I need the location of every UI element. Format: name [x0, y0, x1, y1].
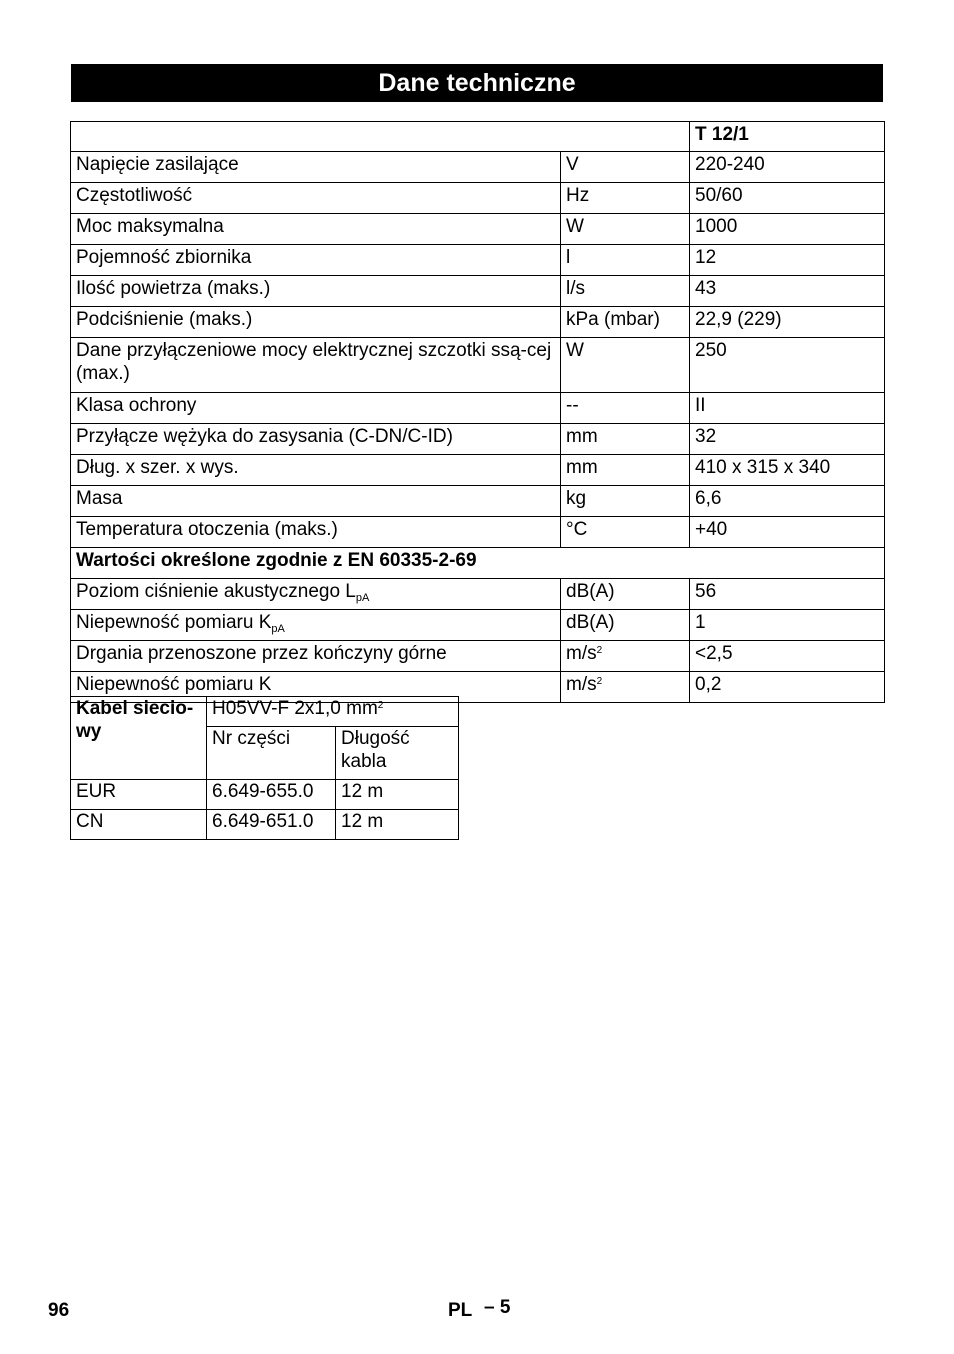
- spec-label: Pojemność zbiornika: [71, 245, 561, 276]
- spec-value: 32: [690, 424, 885, 455]
- spec-value: 6,6: [690, 486, 885, 517]
- technical-data-body: [71, 122, 885, 703]
- spec-unit: mm: [561, 455, 690, 486]
- power-cable-body: [71, 697, 459, 840]
- col-cable-length: Długość kabla: [336, 727, 459, 780]
- spec-label: Dług. x szer. x wys.: [71, 455, 561, 486]
- table-row: [71, 393, 885, 424]
- table-row: [71, 610, 885, 641]
- spec-label: Ilość powietrza (maks.): [71, 276, 561, 307]
- cable-label: Kabel siecio-wy: [71, 697, 207, 780]
- noise-unit-sup: 2: [596, 676, 603, 687]
- spec-value: 12: [690, 245, 885, 276]
- noise-value: 0,2: [690, 672, 885, 703]
- noise-label-text: Niepewność pomiaru K: [76, 674, 272, 695]
- spec-unit: W: [561, 338, 690, 393]
- spec-label: Dane przyłączeniowe mocy elektrycznej szczotki ssą-cej (max.): [71, 338, 561, 393]
- page-title: Dane techniczne: [71, 64, 883, 102]
- spec-unit: l/s: [561, 276, 690, 307]
- spec-unit: kPa (mbar): [561, 307, 690, 338]
- cable-spec-text: H05VV-F 2x1,0 mm: [212, 698, 378, 719]
- noise-unit: [561, 610, 690, 641]
- table-row: [71, 579, 885, 610]
- technical-data-table: [70, 121, 885, 703]
- spec-unit: l: [561, 245, 690, 276]
- spec-label: Klasa ochrony: [71, 393, 561, 424]
- spec-unit: °C: [561, 517, 690, 548]
- table-row: [71, 780, 459, 810]
- spec-value: 22,9 (229): [690, 307, 885, 338]
- table-row: [71, 641, 885, 672]
- noise-label: [71, 610, 561, 641]
- spec-value: +40: [690, 517, 885, 548]
- cable-region: CN: [71, 810, 207, 840]
- noise-unit-text: m/s: [566, 674, 597, 695]
- spec-label: Temperatura otoczenia (maks.): [71, 517, 561, 548]
- table-row: [71, 276, 885, 307]
- table-row: [71, 152, 885, 183]
- spec-value: 50/60: [690, 183, 885, 214]
- power-cable-table: [70, 696, 459, 840]
- cable-part-number: 6.649-655.0: [207, 780, 336, 810]
- noise-label-sub: pA: [271, 623, 285, 635]
- section-header-row: [71, 548, 885, 579]
- page-number: 96: [48, 1300, 70, 1321]
- spec-unit: --: [561, 393, 690, 424]
- cable-length: 12 m: [336, 780, 459, 810]
- spec-label: Napięcie zasilające: [71, 152, 561, 183]
- header-empty-cell: [71, 122, 690, 152]
- noise-label-text: Niepewność pomiaru K: [76, 612, 272, 633]
- table-row: [71, 810, 459, 840]
- noise-label-text: Poziom ciśnienie akustycznego L: [76, 581, 356, 602]
- spec-unit: V: [561, 152, 690, 183]
- spec-value: II: [690, 393, 885, 424]
- cable-region: EUR: [71, 780, 207, 810]
- spec-value: 220-240: [690, 152, 885, 183]
- table-row: [71, 245, 885, 276]
- noise-unit: [561, 579, 690, 610]
- cable-spec-row: [71, 697, 459, 727]
- spec-label: Przyłącze wężyka do zasysania (C-DN/C-ID): [71, 424, 561, 455]
- spec-value: 1000: [690, 214, 885, 245]
- noise-unit: [561, 672, 690, 703]
- cable-part-number: 6.649-651.0: [207, 810, 336, 840]
- cable-spec: [207, 697, 459, 727]
- noise-unit-text: dB(A): [566, 612, 615, 633]
- cable-spec-sup: 2: [377, 700, 384, 711]
- table-row: [71, 338, 885, 393]
- noise-label-sub: pA: [355, 592, 370, 604]
- noise-label-text: Drgania przenoszone przez kończyny górne: [76, 643, 447, 664]
- section-page: – 5: [484, 1297, 511, 1318]
- noise-value: 56: [690, 579, 885, 610]
- table-row: [71, 307, 885, 338]
- table-row: [71, 424, 885, 455]
- table-row: [71, 455, 885, 486]
- spec-label: Częstotliwość: [71, 183, 561, 214]
- spec-unit: mm: [561, 424, 690, 455]
- spec-label: Podciśnienie (maks.): [71, 307, 561, 338]
- language-code: PL: [448, 1300, 473, 1321]
- noise-unit-text: dB(A): [566, 581, 615, 602]
- spec-unit: kg: [561, 486, 690, 517]
- table-row: [71, 517, 885, 548]
- table-header-row: [71, 122, 885, 152]
- noise-label: [71, 641, 561, 672]
- spec-value: 250: [690, 338, 885, 393]
- noise-unit-sup: 2: [596, 645, 603, 656]
- noise-label: [71, 579, 561, 610]
- spec-unit: Hz: [561, 183, 690, 214]
- spec-unit: W: [561, 214, 690, 245]
- spec-label: Moc maksymalna: [71, 214, 561, 245]
- col-part-number: Nr części: [207, 727, 336, 780]
- cable-length: 12 m: [336, 810, 459, 840]
- table-row: [71, 214, 885, 245]
- section-header: Wartości określone zgodnie z EN 60335-2-69: [71, 548, 885, 579]
- spec-value: 43: [690, 276, 885, 307]
- spec-label: Masa: [71, 486, 561, 517]
- table-row: [71, 486, 885, 517]
- noise-value: 1: [690, 610, 885, 641]
- noise-value: <2,5: [690, 641, 885, 672]
- table-row: [71, 183, 885, 214]
- spec-value: 410 x 315 x 340: [690, 455, 885, 486]
- model-header: T 12/1: [690, 122, 885, 152]
- noise-unit: [561, 641, 690, 672]
- noise-unit-text: m/s: [566, 643, 597, 664]
